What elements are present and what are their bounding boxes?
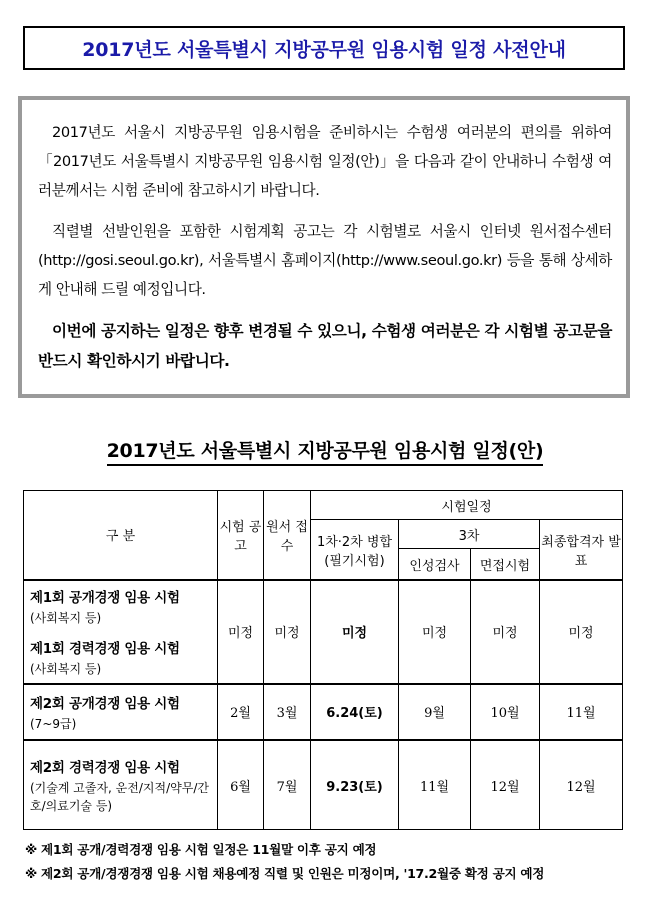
cell-personality: 9월 [399, 684, 471, 740]
header-interview: 면접시험 [471, 549, 540, 580]
schedule-title-text: 2017년도 서울특별시 지방공무원 임용시험 일정(안) [107, 440, 544, 466]
row-sub: (기술계 고졸자, 운전/지적/약무/간호/의료기술 등) [30, 780, 209, 813]
schedule-title [0, 436, 650, 463]
header-row-1 [24, 491, 623, 520]
footnote-2: ※ 제2회 공개/경쟁경쟁 임용 시험 채용예정 직렬 및 인원은 미정이며, '17.2월중 확정 공지 예정 [25, 866, 545, 881]
title-box [23, 26, 625, 70]
cell-interview: 미정 [471, 580, 540, 684]
table-row [24, 740, 623, 829]
header-final: 최종합격자 발표 [540, 520, 623, 580]
footnote-1: ※ 제1회 공개/경력경쟁 임용 시험 일정은 11월말 이후 공지 예정 [25, 842, 377, 857]
row-name: 제1회 공개경쟁 임용 시험 [30, 590, 180, 607]
cell-round12: 9.23(토) [311, 740, 399, 829]
header-round12-label: 1차·2차 병합 [316, 534, 393, 550]
cell-announce: 2월 [218, 684, 264, 740]
cell-final: 11월 [540, 684, 623, 740]
header-round12-note: (필기시험) [324, 553, 385, 569]
cell-announce: 6월 [218, 740, 264, 829]
row-name: 제2회 공개경쟁 임용 시험 [30, 695, 180, 712]
row-name: 제1회 경력경쟁 임용 시험 [30, 641, 180, 658]
table-row [24, 684, 623, 740]
cell-apply: 7월 [264, 740, 311, 829]
header-personality: 인성검사 [399, 549, 471, 580]
header-round3: 3차 [399, 520, 540, 549]
cell-round12: 미정 [311, 580, 399, 684]
row-sub: (7~9급) [30, 716, 77, 731]
cell-apply: 미정 [264, 580, 311, 684]
row-sub: (사회복지 등) [30, 662, 102, 677]
header-category: 구 분 [24, 491, 218, 580]
notice-paragraph-3 [38, 316, 612, 376]
cell-announce: 미정 [218, 580, 264, 684]
cell-final: 미정 [540, 580, 623, 684]
header-announce: 시험 공고 [218, 491, 264, 580]
header-round12 [311, 520, 399, 580]
cell-apply: 3월 [264, 684, 311, 740]
cell-round12: 6.24(토) [311, 684, 399, 740]
cell-personality: 미정 [399, 580, 471, 684]
notice-text-1: 2017년도 서울시 지방공무원 임용시험을 준비하시는 수험생 여러분의 편의를 위하여 「2017년도 서울특별시 지방공무원 임용시험 일정(안)」을 다음과 같이 안내하니 수험생 여러분께서는 시험 준비에 참고하시기 바랍니다. [38, 124, 612, 199]
notice-text-2: 직렬별 선발인원을 포함한 시험계획 공고는 각 시험별로 서울시 인터넷 원서접수센터(http://gosi.seoul.go.kr), 서울특별시 홈페이지(http://www.seoul.go.kr) 등을 통해 상세하게 안내해 드릴 예정입니다. [38, 223, 612, 298]
header-schedule: 시험일정 [311, 491, 623, 520]
row-label [24, 684, 218, 740]
cell-interview: 12월 [471, 740, 540, 829]
footnotes [25, 838, 635, 886]
row-label [24, 632, 218, 684]
cell-personality: 11월 [399, 740, 471, 829]
notice-paragraph-1 [38, 118, 612, 205]
header-apply: 원서 접수 [264, 491, 311, 580]
row-label [24, 580, 218, 632]
notice-box [18, 96, 630, 398]
page-title: 2017년도 서울특별시 지방공무원 임용시험 일정 사전안내 [82, 38, 566, 61]
row-name: 제2회 경력경쟁 임용 시험 [30, 759, 180, 776]
row-sub: (사회복지 등) [30, 611, 102, 626]
cell-interview: 10월 [471, 684, 540, 740]
notice-paragraph-2 [38, 217, 612, 304]
notice-text-3: 이번에 공지하는 일정은 향후 변경될 수 있으니, 수험생 여러분은 각 시험별 공고문을 반드시 확인하시기 바랍니다. [38, 322, 612, 370]
table-row [24, 580, 623, 632]
row-label [24, 740, 218, 829]
cell-final: 12월 [540, 740, 623, 829]
schedule-table [23, 490, 623, 830]
